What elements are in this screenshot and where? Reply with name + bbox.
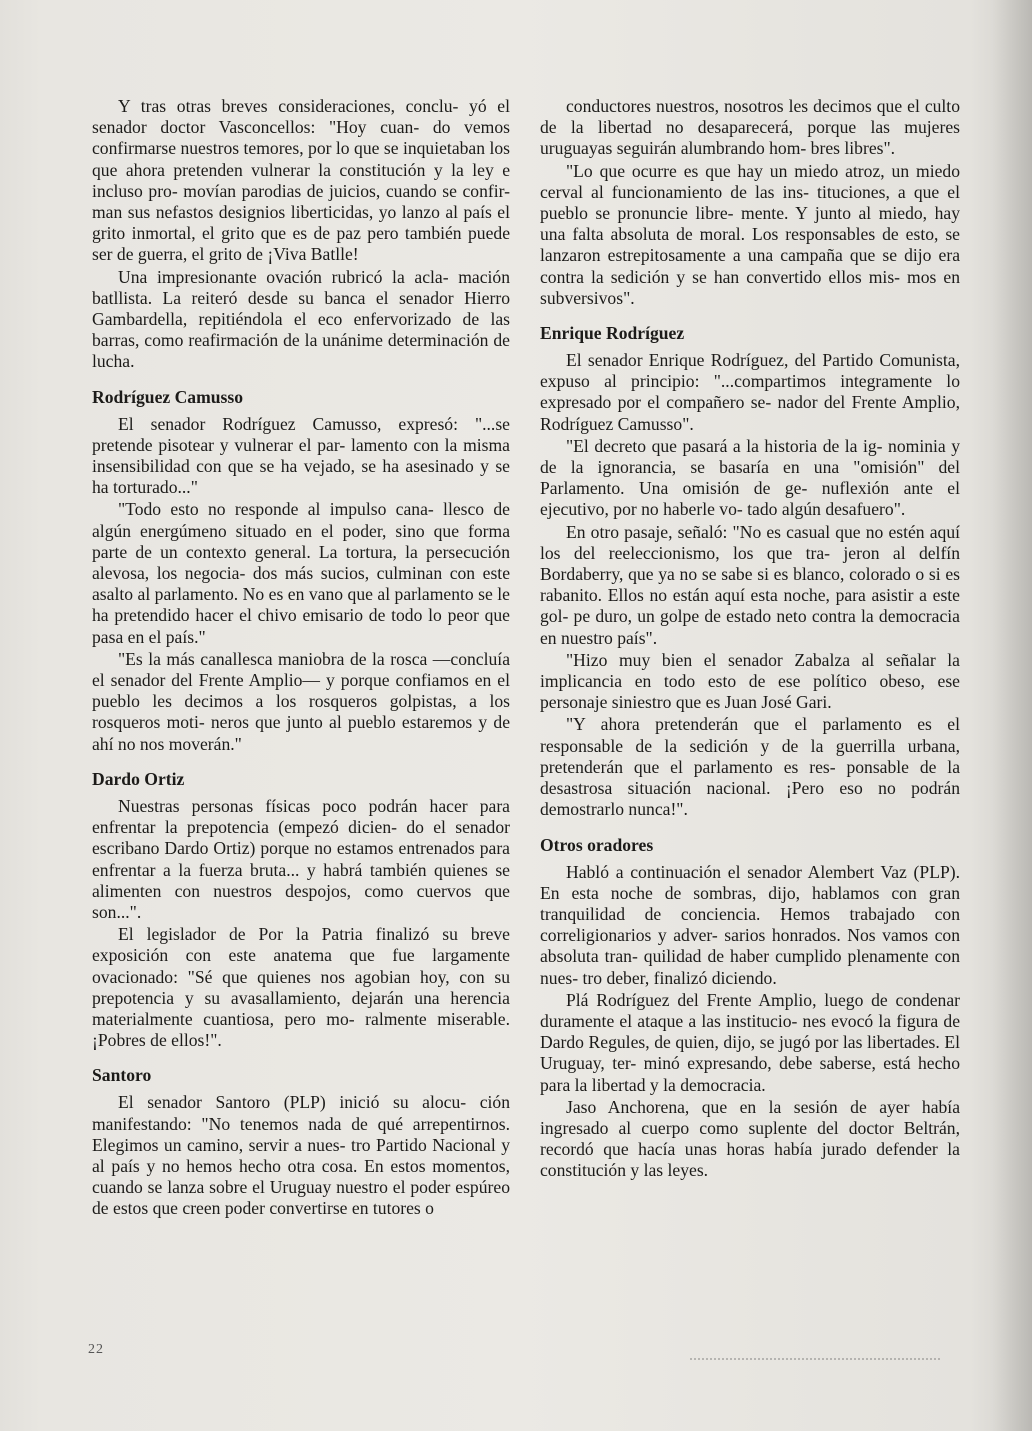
print-smudge — [690, 1358, 940, 1364]
paragraph: Una impresionante ovación rubricó la acla- mación batllista. La reiteró desde su banca el senador Hierro Gambardella, repitiéndola el eco enfervorizado de las barras, como reafirmación de la unánime determinación de lucha. — [92, 266, 510, 372]
paragraph: Jaso Anchorena, que en la sesión de ayer había ingresado al cuerpo como suplente del doctor Beltrán, recordó que hacía unas horas había jurado defender la constitución y las leyes. — [540, 1096, 960, 1181]
section-heading: Otros oradores — [540, 834, 654, 855]
paragraph: Nuestras personas físicas poco podrán hacer para enfrentar la prepotencia (empezó dicien- do el senador escribano Dardo Ortiz) porque no estamos entrenados para enfrentar a la fuerza bruta... y habrá también quienes se alimenten con nuestros despojos, como cuervos que son...". — [92, 795, 510, 922]
section-heading: Santoro — [92, 1065, 152, 1086]
page-number: 22 — [88, 1342, 104, 1357]
section-heading: Rodríguez Camusso — [92, 386, 244, 407]
page-edge-shadow — [992, 0, 1032, 1431]
paragraph: En otro pasaje, señaló: "No es casual que no estén aquí los del reeleccionismo, los que tra- jeron al delfín Bordaberry, que ya no se sabe si es blanco, colorado o si es rabanito. Ellos no están aquí esta noche, para asistir a este gol- pe duro, un golpe de estado neto contra la democracia en nuestro país". — [540, 521, 960, 648]
paragraph: "Lo que ocurre es que hay un miedo atroz, un miedo cerval al funcionamiento de las ins- tituciones, a que el pueblo se pronuncie libre- mente. Y junto al miedo, hay una falta absoluta de moral. Los responsables de esto, se lanzaron estrepitosamente a una campaña que se dijo era contra la sedición y se han convertido ellos mis- mos en subversivos". — [540, 160, 960, 308]
section-heading: Dardo Ortiz — [92, 768, 185, 789]
left-column — [92, 96, 510, 1220]
paragraph: "Hizo muy bien el senador Zabalza al señalar la implicancia en todo esto de ese político obeso, ese personaje siniestro que es Juan José Gari. — [540, 649, 960, 713]
paragraph: El senador Rodríguez Camusso, expresó: "...se pretende pisotear y vulnerar el par- lamento con la misma insensibilidad con que se ha vejado, se ha asesinado y se ha torturado..." — [92, 413, 510, 498]
paragraph: "Y ahora pretenderán que el parlamento es el responsable de la sedición y de la guerrilla urbana, pretenderán que el parlamento es res- ponsable de la desastrosa situación nacional. ¡Pero eso no podrán demostrarlo nunca!". — [540, 714, 960, 820]
paragraph: "Todo esto no responde al impulso cana- llesco de algún energúmeno situado en el poder, sino que forma parte de un contexto general. La tortura, la persecución alevosa, los negocia- dos más sucios, culminan con este asalto al parlamento. No es en vano que al parlamento se le ha pretendido hacer el chivo emisario de todo lo peor que pasa en el país." — [92, 499, 510, 647]
section-heading: Enrique Rodríguez — [540, 323, 685, 344]
paragraph: "Es la más canallesca maniobra de la rosca —concluía el senador del Frente Amplio— y porque confiamos en el pueblo les decimos a los rosqueros golpistas, a los rosqueros moti- neros que junto al pueblo estaremos y de ahí no nos moverán." — [92, 648, 510, 754]
paragraph: Plá Rodríguez del Frente Amplio, luego de condenar duramente el ataque a las institucio- nes evocó la figura de Dardo Regules, de quien, dijo, se jugó por las libertades. El Uruguay, ter- minó expresando, debe saberse, está hecho para la libertad y la democracia. — [540, 989, 960, 1095]
paragraph: "El decreto que pasará a la historia de la ig- nominia y de la ignorancia, se basaría en una "omisión" del Parlamento. Una omisión de ge- nuflexión ante el ejecutivo, por no haberle vo- tado algún desafuero". — [540, 435, 960, 520]
paragraph: El senador Santoro (PLP) inició su alocu- ción manifestando: "No tenemos nada de qué arrepentirnos. Elegimos un camino, servir a nues- tro Partido Nacional y al país y no hemos hecho otra cosa. En estos momentos, cuando se lanza sobre el Uruguay nuestro el poder espúreo de estos que creen poder convertirse en tutores o — [92, 1092, 510, 1219]
paragraph: Habló a continuación el senador Alembert Vaz (PLP). En esta noche de sombras, dijo, hablamos con gran tranquilidad de conciencia. Hemos trabajado con correligionarios y adver- sarios honrados. Nos vamos con absoluta tran- quilidad de haber cumplido plenamente con nues- tro deber, finalizó diciendo. — [540, 861, 960, 988]
paragraph: El legislador de Por la Patria finalizó su breve exposición con este anatema que fue largamente ovacionado: "Sé que quienes nos agobian hoy, con su prepotencia y su avasallamiento, dejarán una herencia materialmente cuantiosa, pero mo- ralmente miserable. ¡Pobres de ellos!". — [92, 924, 510, 1051]
paragraph: Y tras otras breves consideraciones, conclu- yó el senador doctor Vasconcellos: "Hoy cuan- do vemos confirmarse nuestros temores, por lo que se inquietaban los que ahora pretenden vulnerar la constitución y la ley e incluso pro- movían parodias de juicios, cuando se confir- man sus nefastos designios liberticidas, yo lanzo al país el grito inmortal, el grito que es de paz pero también puede ser de guerra, el grito de ¡Viva Batlle! — [92, 96, 510, 265]
paragraph: conductores nuestros, nosotros les decimos que el culto de la libertad no desaparecerá, porque las mujeres uruguayas seguirán alumbrando hom- bres libres". — [540, 96, 960, 159]
paragraph: El senador Enrique Rodríguez, del Partido Comunista, expuso al principio: "...compartimos integramente lo expresado por el compañero se- nador del Frente Amplio, Rodríguez Camusso". — [540, 350, 960, 434]
right-column — [540, 96, 960, 1182]
